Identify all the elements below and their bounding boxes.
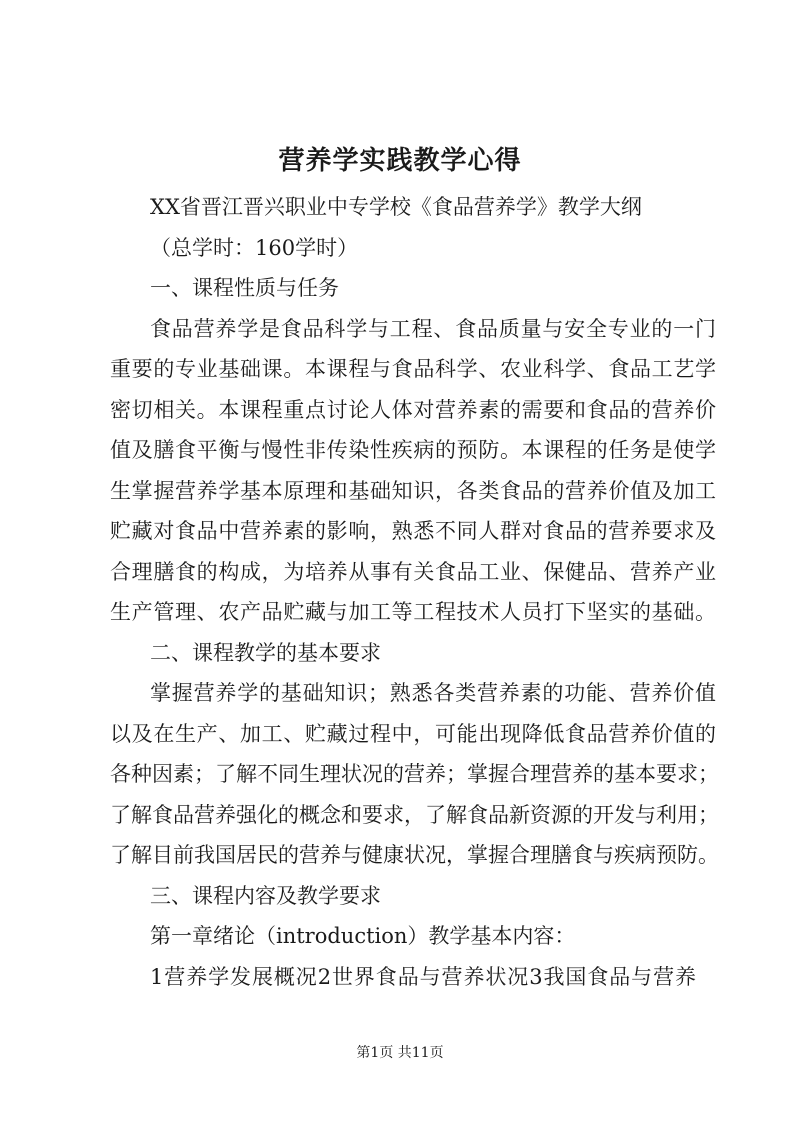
document-subtitle: XX省晋江晋兴职业中专学校《食品营养学》教学大纲 xyxy=(150,195,642,219)
section-1-paragraph-line: 值及膳食平衡与慢性非传染性疾病的预防。本课程的任务是使学 xyxy=(110,438,716,462)
page-footer: 第1页 共11页 xyxy=(356,1045,444,1061)
section-1-heading: 一、课程性质与任务 xyxy=(150,276,339,300)
section-2-paragraph-line: 了解食品营养强化的概念和要求，了解食品新资源的开发与利用； xyxy=(110,803,719,827)
section-2-paragraph-line: 以及在生产、加工、贮藏过程中，可能出现降低食品营养价值的 xyxy=(110,722,716,746)
section-1-paragraph-line: 生掌握营养学基本原理和基础知识，各类食品的营养价值及加工 xyxy=(110,479,716,503)
chapter-1-heading: 第一章绪论（introduction）教学基本内容： xyxy=(150,924,576,948)
section-1-paragraph-line: 生产管理、农产品贮藏与加工等工程技术人员打下坚实的基础。 xyxy=(110,600,716,624)
document-title: 营养学实践教学心得 xyxy=(278,146,522,176)
section-1-paragraph-line: 合理膳食的构成，为培养从事有关食品工业、保健品、营养产业 xyxy=(110,560,716,584)
section-3-heading: 三、课程内容及教学要求 xyxy=(150,884,381,908)
section-1-paragraph-line: 密切相关。本课程重点讨论人体对营养素的需要和食品的营养价 xyxy=(110,398,716,422)
chapter-1-content-line: 1营养学发展概况2世界食品与营养状况3我国食品与营养 xyxy=(150,965,696,989)
section-1-paragraph-line: 贮藏对食品中营养素的影响，熟悉不同人群对食品的营养要求及 xyxy=(110,519,716,543)
section-1-paragraph-line: 重要的专业基础课。本课程与食品科学、农业科学、食品工艺学 xyxy=(110,357,716,381)
section-1-paragraph-line: 食品营养学是食品科学与工程、食品质量与安全专业的一门 xyxy=(150,317,716,341)
section-2-heading: 二、课程教学的基本要求 xyxy=(150,641,381,665)
section-2-paragraph-line: 各种因素；了解不同生理状况的营养；掌握合理营养的基本要求； xyxy=(110,762,719,786)
section-2-paragraph-line: 了解目前我国居民的营养与健康状况，掌握合理膳食与疾病预防。 xyxy=(110,843,719,867)
course-hours: （总学时：160学时） xyxy=(150,236,359,260)
section-2-paragraph-line: 掌握营养学的基础知识；熟悉各类营养素的功能、营养价值 xyxy=(150,681,716,705)
